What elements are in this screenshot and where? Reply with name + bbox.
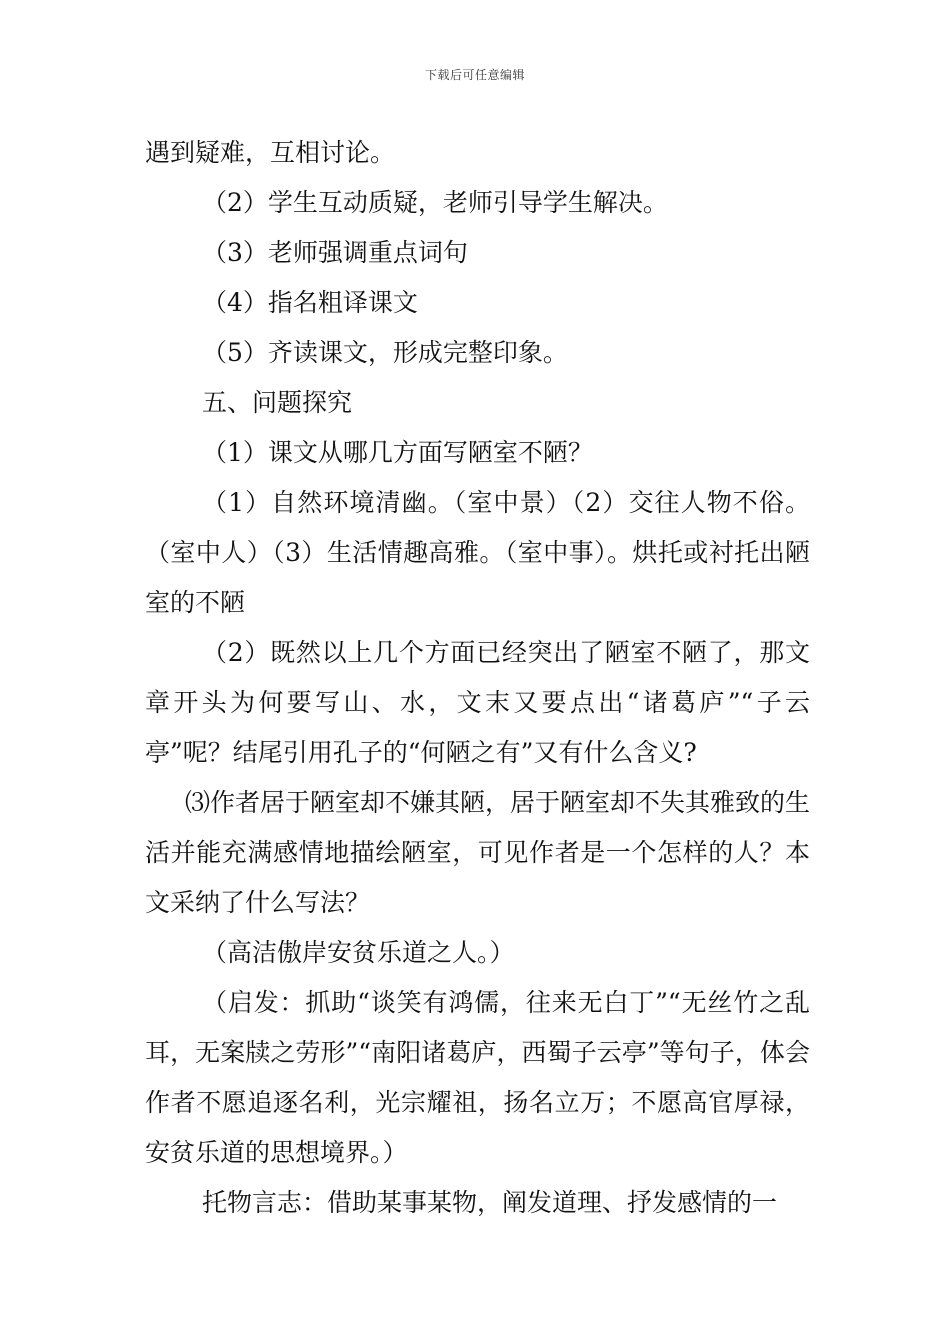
paragraph-definition: 托物言志：借助某事某物，阐发道理、抒发感情的一 bbox=[202, 1188, 778, 1217]
section-heading-problem-inquiry: 五、问题探究 bbox=[202, 388, 353, 417]
paragraph-5: （5）齐读课文，形成完整印象。 bbox=[202, 338, 568, 367]
paragraph-4: （4）指名粗译课文 bbox=[202, 288, 418, 317]
paragraph-3: （3）老师强调重点词句 bbox=[202, 238, 468, 267]
paragraph-question-2: （2）既然以上几个方面已经突出了陋室不陋了，那文章开头为何要写山、水，文末又要点出“诸葛庐”“子云亭”呢？结尾引用孔子的“何陋之有”又有什么含义? bbox=[145, 638, 810, 767]
paragraph-answer-3: （高洁傲岸安贫乐道之人。） bbox=[202, 938, 515, 967]
paragraph-question-3: ⑶作者居于陋室却不嫌其陋，居于陋室却不失其雅致的生活并能充满感情地描绘陋室，可见作者是一个怎样的人？本文采纳了什么写法？ bbox=[145, 788, 811, 917]
paragraph-answer-1: （1）自然环境清幽。（室中景）（2）交往人物不俗。（室中人）（3）生活情趣高雅。（室中事）。烘托或衬托出陋室的不陋 bbox=[145, 488, 810, 617]
page-header-note: 下载后可任意编辑 bbox=[424, 68, 525, 82]
document-body bbox=[145, 128, 810, 1228]
paragraph-hint: （启发：抓助“谈笑有鸿儒，往来无白丁”“无丝竹之乱耳，无案牍之劳形”“南阳诸葛庐，西蜀子云亭”等句子，体会作者不愿追逐名利，光宗耀祖，扬名立万；不愿高官厚禄，安贫乐道的思想境界。） bbox=[145, 988, 810, 1167]
paragraph-question-1: （1）课文从哪几方面写陋室不陋？ bbox=[202, 438, 593, 467]
paragraph-1: 遇到疑难，互相讨论。 bbox=[145, 138, 396, 167]
paragraph-2: （2）学生互动质疑，老师引导学生解决。 bbox=[202, 188, 668, 217]
